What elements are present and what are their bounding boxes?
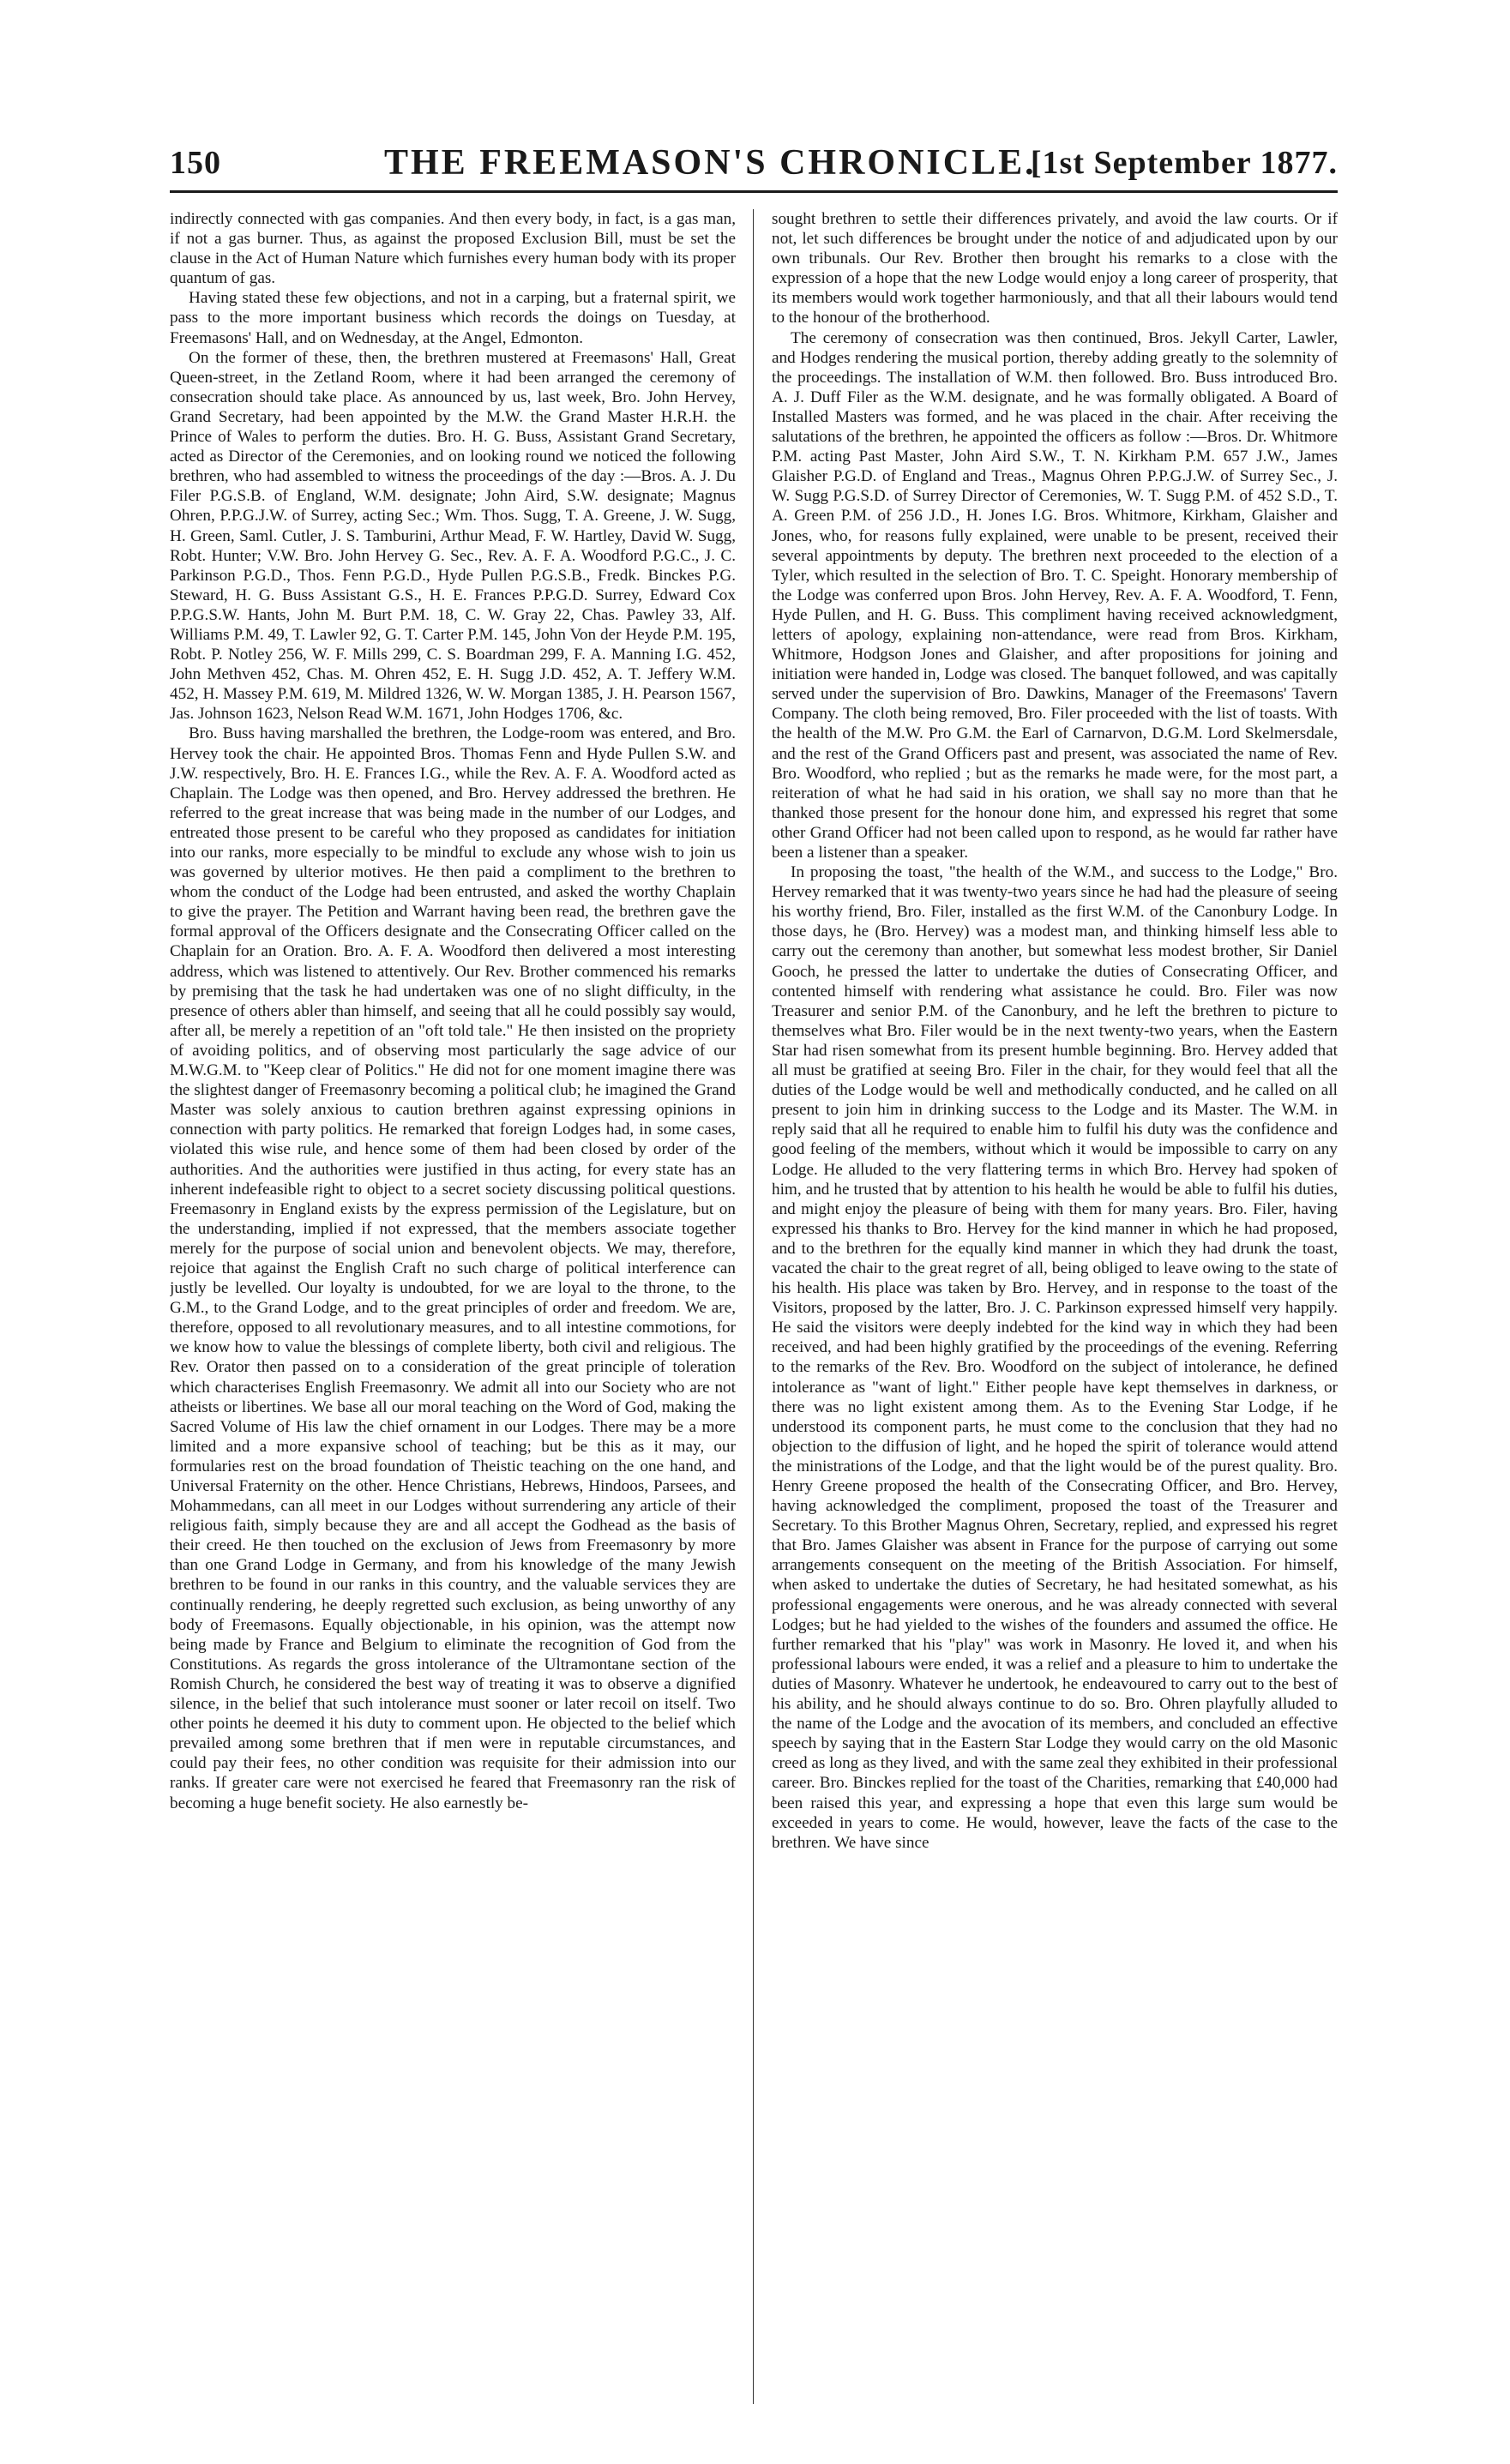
paragraph: sought brethren to settle their differences privately, and avoid the law courts. Or if not, let such differences be brought under the notice of and adjudicated upon by our own tribunals. Our Rev. Brother then brought his remarks to a close with the expression of a hope that the new Lodge would enjoy a long career of prosperity, that its members would work together harmoniously, and that all their labours would tend to the honour of the brotherhood. — [772, 210, 1338, 328]
paragraph: The ceremony of consecration was then continued, Bros. Jekyll Carter, Lawler, and Hodges rendering the musical portion, thereby adding greatly to the solemnity of the proceedings. The installation of W.M. then followed. Bro. Buss introduced Bro. A. J. Duff Filer as the W.M. designate, and he was formally obligated. A Board of Installed Masters was formed, and he was placed in the chair. After receiving the salutations of the brethren, he appointed the officers as follow :—Bros. Dr. Whitmore P.M. acting Past Master, John Aird S.W., T. N. Kirkham P.M. 657 J.W., James Glaisher P.G.D. of England and Treas., Magnus Ohren P.P.G.J.W. of Surrey Sec., J. W. Sugg P.G.S.D. of Surrey Director of Ceremonies, W. T. Sugg P.M. of 452 S.D., T. A. Green P.M. of 256 J.D., H. Jones I.G. Bros. Whitmore, Kirkham, Glaisher and Jones, who, for reasons fully explained, were unable to be present, received their several appointments by deputy. The brethren next proceeded to the election of a Tyler, which resulted in the selection of Bro. T. C. Speight. Honorary membership of the Lodge was conferred upon Bros. John Hervey, Rev. A. F. A. Woodford, T. Fenn, Hyde Pullen, and H. G. Buss. This compliment having received acknowledgment, letters of apology, explaining non-attendance, were read from Bros. Kirkham, Whitmore, Hodgson Jones and Glaisher, and after propositions for joining and initiation were handed in, Lodge was closed. The banquet followed, and was capitally served under the supervision of Bro. Dawkins, Manager of the Freemasons' Tavern Company. The cloth being removed, Bro. Filer proceeded with the list of toasts. With the health of the M.W. Pro G.M. the Earl of Carnarvon, D.G.M. Lord Skelmersdale, and the rest of the Grand Officers past and present, was associated the name of Rev. Bro. Woodford, who replied ; but as the remarks he made were, for the most part, a reiteration of what he had said in his oration, we shall say no more than that he thanked those present for the honour done him, and expressed his regret that some other Grand Officer had not been called upon to respond, as he would far rather have been a listener than a speaker. — [772, 328, 1338, 862]
publication-title: THE FREEMASON'S CHRONICLE. — [384, 143, 1037, 183]
paragraph: In proposing the toast, "the health of the W.M., and success to the Lodge," Bro. Hervey remarked that it was twenty-two years since he had had the pleasure of seeing his worthy friend, Bro. Filer, installed as the first W.M. of the Canonbury Lodge. In those days, he (Bro. Hervey) was a modest man, and thinking himself less able to carry out the ceremony than another, but somewhat less modest brother, Sir Daniel Gooch, he pressed the latter to undertake the duties of Consecrating Officer, and contented himself with rendering what assistance he could. Bro. Filer was now Treasurer and senior P.M. of the Canonbury, and he left the brethren to picture to themselves what Bro. Filer would be in the next twenty-two years, when the Eastern Star had risen somewhat from its present humble beginning. Bro. Hervey added that all must be gratified at seeing Bro. Filer in the chair, for they would feel that all the duties of the Lodge would be well and methodically conducted, and he called on all present to join him in drinking success to the Lodge and its Master. The W.M. in reply said that all he required to enable him to fulfil his duty was the confidence and good feeling of the members, without which it would be impossible to carry on any Lodge. He alluded to the very flattering terms in which Bro. Hervey had spoken of him, and he trusted that by attention to his health he would be able to fulfil his duties, and might enjoy the pleasure of being with them for many years. Bro. Filer, having expressed his thanks to Bro. Hervey for the kind manner in which he had proposed, and to the brethren for the equally kind manner in which they had drunk the toast, vacated the chair to the great regret of all, being obliged to leave owing to the state of his health. His place was taken by Bro. Hervey, and in response to the toast of the Visitors, proposed by the latter, Bro. J. C. Parkinson expressed himself very happily. He said the visitors were deeply indebted for the kind way in which they had been received, and had been highly gratified by the proceedings of the evening. Referring to the remarks of the Rev. Bro. Woodford on the subject of intolerance, he defined intolerance as "want of light." Either people have kept themselves in darkness, or there was no light existent among them. As to the Evening Star Lodge, if he understood its component parts, he must come to the conclusion that they had no objection to the diffusion of light, and he hoped the spirit of tolerance would attend the ministrations of the Lodge, and that the light would be of the purest quality. Bro. Henry Greene proposed the health of the Consecrating Officer, and Bro. Hervey, having acknowledged the compliment, proposed the toast of the Treasurer and Secretary. To this Brother Magnus Ohren, Secretary, replied, and expressed his regret that Bro. James Glaisher was absent in France for the purpose of carrying out some arrangements consequent on the meeting of the British Association. For himself, when asked to undertake the duties of Secretary, he had hesitated somewhat, as his professional engagements were onerous, and he was already connected with several Lodges; but he had yielded to the wishes of the founders and assumed the office. He further remarked that his "play" was work in Masonry. He loved it, and when his professional labours were ended, it was a relief and a pleasure to him to undertake the duties of Masonry. Whatever he undertook, he endeavoured to carry out to the best of his ability, and he should always continue to do so. Bro. Ohren playfully alluded to the name of the Lodge and the avocation of its members, and concluded an effective speech by saying that in the Eastern Star Lodge they would carry on the old Masonic creed as long as they lived, and with the same zeal they exhibited in their professional career. Bro. Binckes replied for the toast of the Charities, remarking that £40,000 had been raised this year, and expressing a hope that even this large sum would be exceeded in years to come. He would, however, leave the facts of the case to the brethren. We have since — [772, 863, 1338, 1852]
paragraph: Bro. Buss having marshalled the brethren, the Lodge-room was entered, and Bro. Hervey took the chair. He appointed Bros. Thomas Fenn and Hyde Pullen S.W. and J.W. respectively, Bro. H. E. Frances I.G., while the Rev. A. F. A. Woodford acted as Chaplain. The Lodge was then opened, and Bro. Hervey addressed the brethren. He referred to the great increase that was being made in the number of our Lodges, and entreated those present to be careful who they proposed as candidates for initiation into our ranks, more especially to be mindful to exclude any whose wish to join us was governed by ulterior motives. He then paid a compliment to the brethren to whom the conduct of the Lodge had been entrusted, and asked the worthy Chaplain to give the prayer. The Petition and Warrant having been read, the brethren gave the formal approval of the Officers designate and the Consecrating Officer called on the Chaplain for an Oration. Bro. A. F. A. Woodford then delivered a most interesting address, which was listened to attentively. Our Rev. Brother commenced his remarks by premising that the task he had undertaken was one of no slight difficulty, in the presence of others abler than himself, and seeing that all he could possibly say would, after all, be merely a repetition of an "oft told tale." He then insisted on the propriety of avoiding politics, and of observing most particularly the sage advice of our M.W.G.M. to "Keep clear of Politics." He did not for one moment imagine there was the slightest danger of Freemasonry becoming a political club; he imagined the Grand Master was solely anxious to caution brethren against expressing opinions in connection with party politics. He remarked that foreign Lodges had, in some cases, violated this wise rule, and hence some of them had been closed by order of the authorities. And the authorities were justified in thus acting, for every state has an inherent indefeasible right to object to a secret society discussing political questions. Freemasonry in England exists by the express permission of the Legislature, but on the understanding, implied if not expressed, that the members associate together merely for the purpose of social union and benevolent objects. We may, therefore, rejoice that against the English Craft no such charge of political interference can justly be levelled. Our loyalty is undoubted, for we are loyal to the throne, to the G.M., to the Grand Lodge, and to the great principles of order and freedom. We are, therefore, opposed to all revolutionary measures, and to all intestine commotions, for we know how to value the blessings of complete liberty, both civil and religious. The Rev. Orator then passed on to a consideration of the great principle of toleration which characterises English Freemasonry. We admit all into our Society who are not atheists or libertines. We base all our moral teaching on the Word of God, making the Sacred Volume of His law the chief ornament in our Lodges. There may be a more limited and a more expansive school of teaching; but be this as it may, our formularies rest on the broad foundation of Theistic teaching on the one hand, and Universal Fraternity on the other. Hence Christians, Hebrews, Hindoos, Parsees, and Mohammedans, can all meet in our Lodges without surrendering any article of their religious faith, simply because they are and all accept the Godhead as the basis of their creed. He then touched on the exclusion of Jews from Freemasonry by more than one Grand Lodge in Germany, and from his knowledge of the many Jewish brethren to be found in our ranks in this country, and the valuable services they are continually rendering, he deeply regretted such exclusion, as being unworthy of any body of Freemasons. Equally objectionable, in his opinion, was the attempt now being made by France and Belgium to eliminate the recognition of God from the Constitutions. As regards the gross intolerance of the Ultramontane section of the Romish Church, he considered the best way of treating it was to observe a dignified silence, in the belief that such intolerance must sooner or later recoil on itself. Two other points he deemed it his duty to comment upon. He objected to the belief which prevailed among some brethren that if men were in reputable circumstances, and could pay their fees, no other condition was requisite for their admission into our ranks. If greater care were not exercised he feared that Freemasonry ran the risk of becoming a huge benefit society. He also earnestly be- — [170, 724, 736, 1812]
issue-date: [1st September 1877. — [1030, 145, 1338, 181]
page-header — [170, 144, 1338, 189]
header-rule — [170, 190, 1338, 193]
paragraph: Having stated these few objections, and not in a carping, but a fraternal spirit, we pass to the more important business which records the doings on Tuesday, at Freemasons' Hall, and on Wednesday, at the Angel, Edmonton. — [170, 289, 736, 347]
column-divider — [753, 209, 754, 2404]
right-column — [772, 209, 1338, 2404]
left-column — [170, 209, 736, 2404]
page-number: 150 — [170, 145, 221, 181]
paragraph: On the former of these, then, the brethren mustered at Freemasons' Hall, Great Queen-street, in the Zetland Room, where it had been arranged the ceremony of consecration should take place. As announced by us, last week, Bro. John Hervey, Grand Secretary, had been appointed by the M.W. the Grand Master H.R.H. the Prince of Wales to perform the duties. Bro. H. G. Buss, Assistant Grand Secretary, acted as Director of the Ceremonies, and on looking round we noticed the following brethren, who had assembled to witness the proceedings of the day :—Bros. A. J. Du Filer P.G.S.B. of England, W.M. designate; John Aird, S.W. designate; Magnus Ohren, P.P.G.J.W. of Surrey, acting Sec.; Wm. Thos. Sugg, T. A. Greene, J. W. Sugg, H. Green, Saml. Cutler, J. S. Tamburini, Arthur Mead, F. W. Hartley, David W. Sugg, Robt. Hunter; V.W. Bro. John Hervey G. Sec., Rev. A. F. A. Woodford P.G.C., J. C. Parkinson P.G.D., Thos. Fenn P.G.D., Hyde Pullen P.G.S.B., Fredk. Binckes P.G. Steward, H. G. Buss Assistant G.S., H. E. Frances P.P.G.D. Surrey, Edward Cox P.P.G.S.W. Hants, John M. Burt P.M. 18, C. W. Gray 22, Chas. Pawley 33, Alf. Williams P.M. 49, T. Lawler 92, G. T. Carter P.M. 145, John Von der Heyde P.M. 195, Robt. P. Notley 256, W. F. Mills 299, C. S. Boardman 299, F. A. Manning I.G. 452, John Methven 452, Chas. M. Ohren 452, E. H. Sugg J.D. 452, A. T. Jeffery W.M. 452, H. Massey P.M. 619, M. Mildred 1326, W. W. Morgan 1385, J. H. Pearson 1567, Jas. Johnson 1623, Nelson Read W.M. 1671, John Hodges 1706, &c. — [170, 348, 736, 724]
paragraph: indirectly connected with gas companies. And then every body, in fact, is a gas man, if not a gas burner. Thus, as against the proposed Exclusion Bill, must be set the clause in the Act of Human Nature which furnishes every human body with its proper quantum of gas. — [170, 210, 736, 288]
